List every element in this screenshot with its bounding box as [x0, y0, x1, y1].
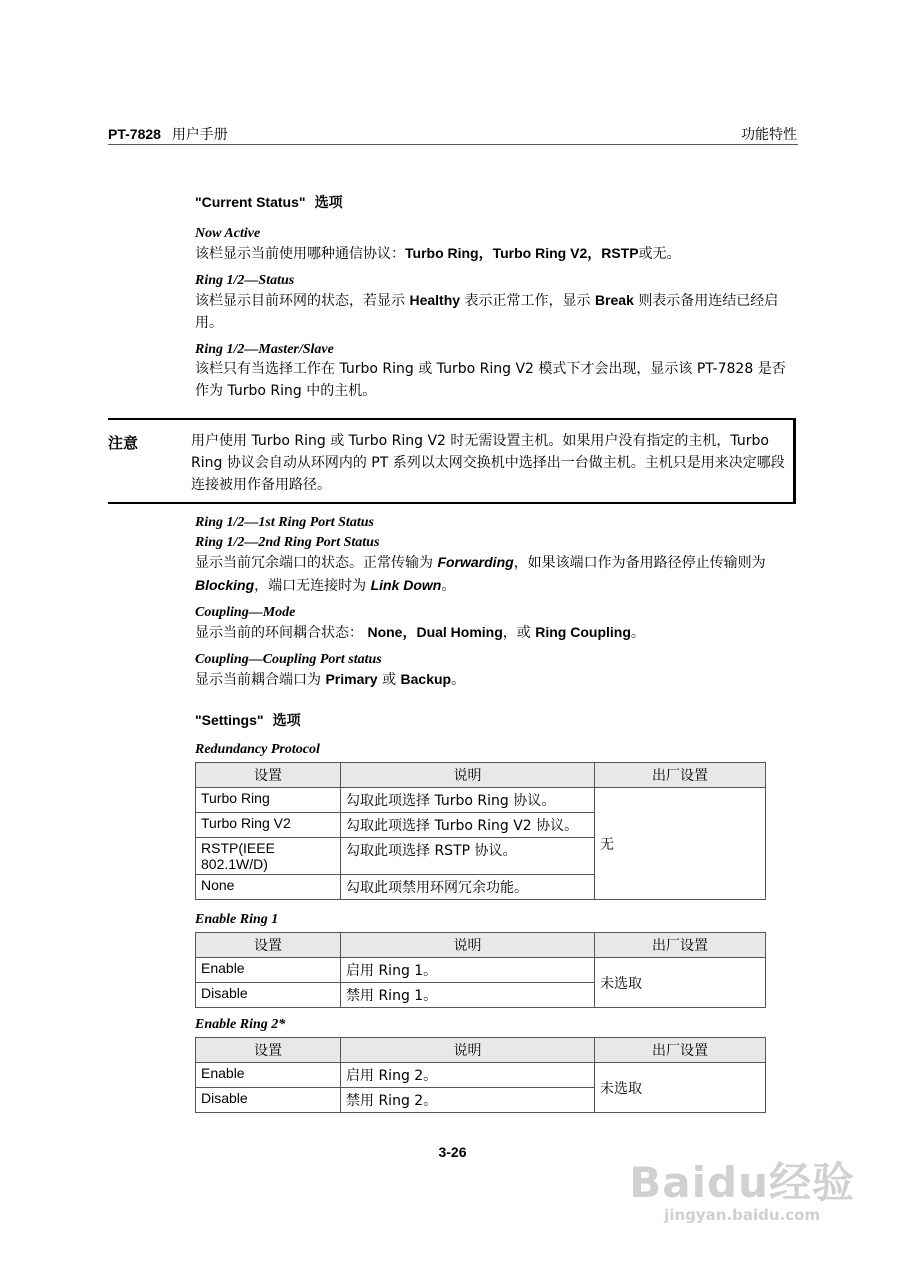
enable-ring2-title: Enable Ring 2* — [195, 1017, 286, 1032]
col-header-description: 说明 — [341, 763, 595, 788]
table-header-row — [196, 933, 766, 958]
master-slave-title: Ring 1/2—Master/Slave — [195, 342, 334, 357]
baidu-watermark — [629, 1150, 855, 1224]
table-header-row — [196, 1038, 766, 1063]
note-text: 用户使用 Turbo Ring 或 Turbo Ring V2 时无需设置主机。如果用户没有指定的主机，Turbo Ring 协议会自动从环网内的 PT 系列以太网交换机中选择出一台做主机。主机只是用来决定哪段连接被用作备用路径。 — [191, 433, 785, 493]
default-cell: 未选取 — [595, 958, 766, 1008]
coupling-mode-title: Coupling—Mode — [195, 605, 296, 620]
header-model: PT-7828 — [108, 126, 161, 142]
setting-cell: Turbo Ring — [196, 788, 341, 813]
setting-cell: Disable — [196, 1088, 341, 1113]
col-header-setting: 设置 — [196, 933, 341, 958]
col-header-setting: 设置 — [196, 1038, 341, 1063]
settings-title: "Settings" 选项 — [195, 712, 301, 729]
setting-cell: Enable — [196, 958, 341, 983]
coupling-port-title: Coupling—Coupling Port status — [195, 652, 382, 667]
table-row — [196, 788, 766, 813]
now-active-title: Now Active — [195, 226, 261, 241]
col-header-setting: 设置 — [196, 763, 341, 788]
setting-cell: None — [196, 875, 341, 900]
note-label: 注意 — [108, 434, 139, 452]
description-cell: 勾取此项选择 Turbo Ring 协议。 — [341, 788, 595, 813]
header-left — [108, 124, 228, 144]
setting-cell: RSTP(IEEE 802.1W/D) — [196, 838, 341, 875]
default-cell: 无 — [595, 788, 766, 900]
setting-cell: Enable — [196, 1063, 341, 1088]
ring-port-text: 显示当前冗余端口的状态。正常传输为 Forwarding，如果该端口作为备用路径停止传输则为 Blocking，端口无连接时为 Link Down。 — [195, 554, 766, 594]
description-cell: 启用 Ring 2。 — [341, 1063, 595, 1088]
header-manual-title: 用户手册 — [171, 127, 228, 143]
now-active-text: 该栏显示当前使用哪种通信协议：Turbo Ring，Turbo Ring V2，RSTP或无。 — [195, 245, 681, 262]
description-cell: 启用 Ring 1。 — [341, 958, 595, 983]
ring-status-title: Ring 1/2—Status — [195, 273, 295, 288]
ring-status-text: 该栏显示目前环网的状态，若显示 Healthy 表示正常工作，显示 Break 则表示备用连结已经启用。 — [195, 292, 779, 331]
port-status-section — [195, 515, 798, 691]
default-cell: 未选取 — [595, 1063, 766, 1113]
col-header-default: 出厂设置 — [595, 933, 766, 958]
page-number: 3-26 — [438, 1144, 467, 1160]
coupling-port-text: 显示当前耦合端口为 Primary 或 Backup。 — [195, 671, 466, 688]
current-status-section — [195, 192, 798, 402]
description-cell: 勾取此项禁用环网冗余功能。 — [341, 875, 595, 900]
header-right: 功能特性 — [741, 127, 797, 143]
table-row — [196, 1063, 766, 1088]
redundancy-protocol-table — [195, 762, 766, 900]
coupling-mode-text: 显示当前的环间耦合状态： None，Dual Homing，或 Ring Coupling。 — [195, 624, 645, 641]
master-slave-text: 该栏只有当选择工作在 Turbo Ring 或 Turbo Ring V2 模式下才会出现，显示该 PT-7828 是否作为 Turbo Ring 中的主机。 — [195, 361, 786, 399]
watermark-url-text: jingyan.baidu.com — [664, 1206, 821, 1224]
second-ring-port-title: Ring 1/2—2nd Ring Port Status — [195, 535, 380, 550]
enable-ring1-table — [195, 932, 766, 1008]
description-cell: 勾取此项选择 Turbo Ring V2 协议。 — [341, 813, 595, 838]
description-cell: 禁用 Ring 2。 — [341, 1088, 595, 1113]
first-ring-port-title: Ring 1/2—1st Ring Port Status — [195, 515, 374, 530]
setting-cell: Turbo Ring V2 — [196, 813, 341, 838]
watermark-main-text: Baidu经验 — [629, 1158, 855, 1207]
setting-cell: Disable — [196, 983, 341, 1008]
col-header-default: 出厂设置 — [595, 1038, 766, 1063]
col-header-description: 说明 — [341, 933, 595, 958]
description-cell: 禁用 Ring 1。 — [341, 983, 595, 1008]
enable-ring1-title: Enable Ring 1 — [195, 912, 279, 927]
table-row — [196, 958, 766, 983]
current-status-title: "Current Status" 选项 — [195, 194, 343, 211]
header-rule — [108, 144, 798, 145]
col-header-description: 说明 — [341, 1038, 595, 1063]
redundancy-protocol-title: Redundancy Protocol — [195, 742, 320, 757]
col-header-default: 出厂设置 — [595, 763, 766, 788]
enable-ring2-table — [195, 1037, 766, 1113]
table-header-row — [196, 763, 766, 788]
description-cell: 勾取此项选择 RSTP 协议。 — [341, 838, 595, 875]
